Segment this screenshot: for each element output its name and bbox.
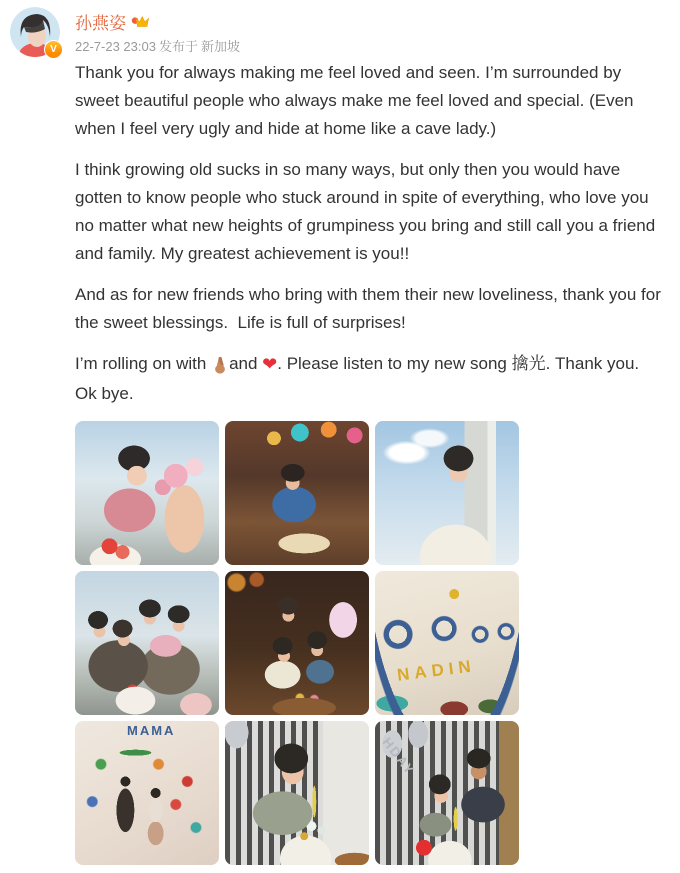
paragraph-4-text: I’m rolling on with [75,354,212,373]
timestamp: 22-7-23 23:03 [75,39,156,54]
source-prefix: 发布于 [158,39,198,54]
verified-badge-icon: V [44,40,63,59]
wall-text-mama: MAMA [127,723,176,738]
photo-grid [75,421,519,865]
wall-text-nadin: NADIN [396,656,477,685]
avatar[interactable] [10,7,60,57]
post-content [0,57,666,865]
vip-crown-icon[interactable] [131,14,149,29]
post-meta [75,36,680,55]
crossed-fingers-emoji [211,352,229,380]
photo-4[interactable] [75,571,219,715]
red-heart-emoji: ❤ [262,354,278,374]
photo-7[interactable] [75,721,219,865]
paragraph-4 [75,350,663,408]
photo-1[interactable] [75,421,219,565]
post-header [0,0,680,57]
photo-9[interactable] [375,721,519,865]
paragraph-1: Thank you for always making me feel loved and seen. I’m surrounded by sweet beautiful people who always make me feel loved and special. (Even when I feel very ugly and hide at home like a cave lady.) [75,63,639,138]
paragraph-2: I think growing old sucks in so many ways, but only then you would have gotten to know people who stuck around in spite of everything, who love you no matter what new heights of grumpiness you bring and still call you a friend and family. My greatest achievement is you!! [75,160,660,263]
location-link[interactable]: 新加坡 [200,39,240,54]
paragraph-4-text: and [229,354,263,373]
photo-3[interactable] [375,421,519,565]
paragraph-3: And as for new friends who bring with them their new loveliness, thank you for the sweet blessings. Life is full of surprises! [75,285,666,332]
paragraph-4-text: . Please listen to my new song 擒光. Thank you. Ok bye. [75,354,644,403]
photo-6[interactable] [375,571,519,715]
photo-2[interactable] [225,421,369,565]
photo-8[interactable] [225,721,369,865]
photo-5[interactable] [225,571,369,715]
username[interactable]: 孙燕姿 [75,13,126,33]
header-text [0,0,680,55]
balloon-text-hday: HDAY [379,734,419,779]
